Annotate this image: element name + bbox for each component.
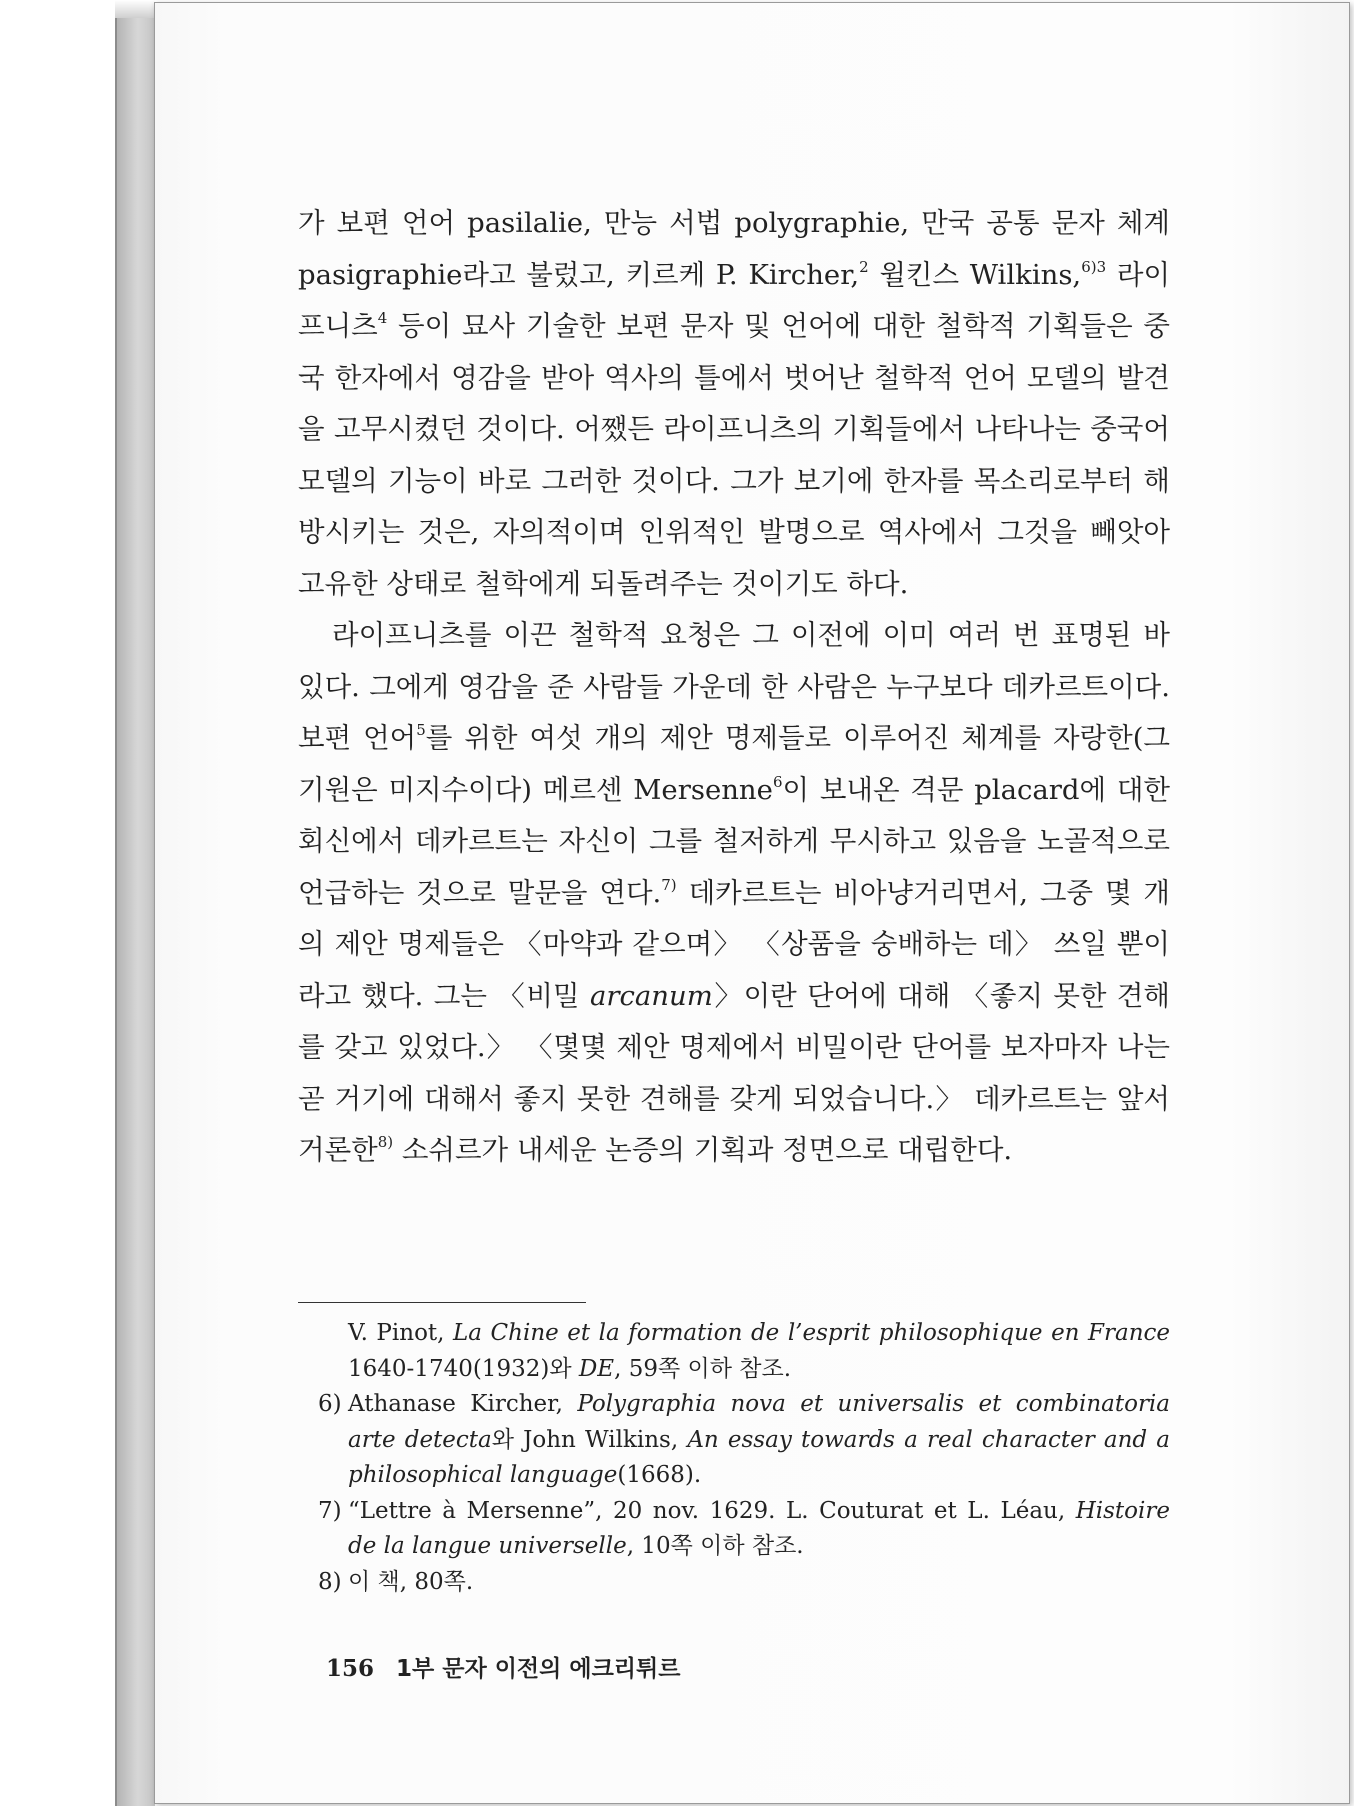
text-run: 라이프니츠를 이끈 철학적 요청은 그 이전에 이미 여러 번 표명된 바 있다. 그에게 영감을 준 사람들 가운데 한 사람은 누구보다 데카르트이다. 보편 언어	[298, 619, 1170, 754]
text-run: 1640-1740(1932)와	[348, 1355, 579, 1382]
running-head: 1부 문자 이전의 에크리튀르	[396, 1656, 681, 1682]
book-spine-edge	[115, 0, 155, 1806]
italic-text: arcanum	[589, 979, 713, 1012]
text-run: , 10쪽 이하 참조.	[626, 1533, 804, 1559]
footnote	[318, 1316, 1170, 1387]
footnote-rule	[298, 1302, 586, 1303]
text-run: 이 책, 80쪽.	[348, 1568, 474, 1595]
page-footer	[326, 1654, 680, 1684]
footnote-marker: 6)3	[1081, 257, 1107, 276]
footnote	[318, 1387, 1170, 1494]
footnote-marker: 4	[377, 309, 388, 327]
text-run: “Lettre à Mersenne”, 20 nov. 1629. L. Couturat et L. Léau,	[348, 1497, 1076, 1524]
text-run: 데카르트는 비아냥거리면서, 그중 몇 개의 제안 명제들은 〈마약과 같으며〉 〈상품을 숭배하는 데〉 쓰일 뿐이라고 했다. 그는 〈비밀	[298, 876, 1170, 1012]
footnote-number: 7)	[318, 1497, 342, 1524]
italic-text: An essay towards a real character and a philosophical language	[348, 1426, 1170, 1488]
body-paragraph	[298, 198, 1170, 610]
body-paragraph	[298, 610, 1170, 1177]
footnote-number: 8)	[318, 1568, 342, 1595]
text-run: V. Pinot,	[348, 1320, 454, 1346]
footnote	[318, 1565, 1170, 1601]
italic-text: Histoire de la langue universelle	[348, 1497, 1170, 1559]
page-number: 156	[326, 1655, 375, 1682]
text-run: 〉이란 단어에 대해 〈좋지 못한 견해를 갖고 있었다.〉 〈몇몇 제안 명제에서 비밀이란 단어를 보자마자 나는 곧 거기에 대해서 좋지 못한 견해를 갖게 되었습니다.〉 데카르트는 앞서 거론한	[298, 979, 1170, 1166]
footnote-number: 6)	[318, 1391, 342, 1417]
text-run: 이 보내온 격문 placard에 대한 회신에서 데카르트는 자신이 그를 철저하게 무시하고 있음을 노골적으로 언급하는 것으로 말문을 연다.	[298, 773, 1170, 909]
text-run: (1668).	[617, 1462, 702, 1488]
footnote-marker: 2	[859, 257, 869, 276]
italic-text: DE	[578, 1355, 615, 1382]
text-run: 를 위한 여섯 개의 제안 명제들로 이루어진 체계를 자랑한(그 기원은 미지수이다) 메르센 Mersenne	[298, 722, 1170, 806]
footnote	[318, 1494, 1170, 1565]
italic-text: Polygraphia nova et universalis et combinatoria arte detecta	[348, 1391, 1171, 1453]
footnote-marker: 5	[416, 721, 426, 739]
text-run: Athanase Kircher,	[348, 1391, 578, 1417]
text-run: 가 보편 언어 pasilalie, 만능 서법 polygraphie, 만국 공통 문자 체계 pasigraphie라고 불렀고, 키르케 P. Kircher,	[298, 207, 1170, 291]
footnote-marker: 6	[772, 772, 783, 791]
body-text	[298, 198, 1170, 1177]
text-run: 와 John Wilkins,	[491, 1426, 688, 1453]
footnote-marker: 8)	[377, 1133, 394, 1151]
footnotes	[318, 1316, 1170, 1600]
text-run: 소쉬르가 내세운 논증의 기획과 정면으로 대립한다.	[393, 1134, 1013, 1166]
text-run: 등이 묘사 기술한 보편 문자 및 언어에 대한 철학적 기획들은 중국 한자에서 영감을 받아 역사의 틀에서 벗어난 철학적 언어 모델의 발견을 고무시켰던 것이다. 어쨌든 라이프니츠의 기획들에서 나타나는 중국어 모델의 기능이 바로 그러한 것이다. 그가 보기에 한자를 목소리로부터 해방시키는 것은, 자의적이며 인위적인 발명으로 역사에서 그것을 빼앗아 고유한 상태로 철학에게 되돌려주는 것이기도 하다.	[298, 310, 1170, 600]
text-run: 윌킨스 Wilkins,	[868, 258, 1082, 291]
book-spine-top	[115, 0, 155, 18]
text-run: , 59쪽 이하 참조.	[614, 1355, 792, 1382]
footnote-marker: 7)	[661, 875, 677, 894]
italic-text: La Chine et la formation de l’esprit philosophique en France	[453, 1320, 1170, 1346]
text-run: 라이프니츠	[298, 258, 1171, 342]
